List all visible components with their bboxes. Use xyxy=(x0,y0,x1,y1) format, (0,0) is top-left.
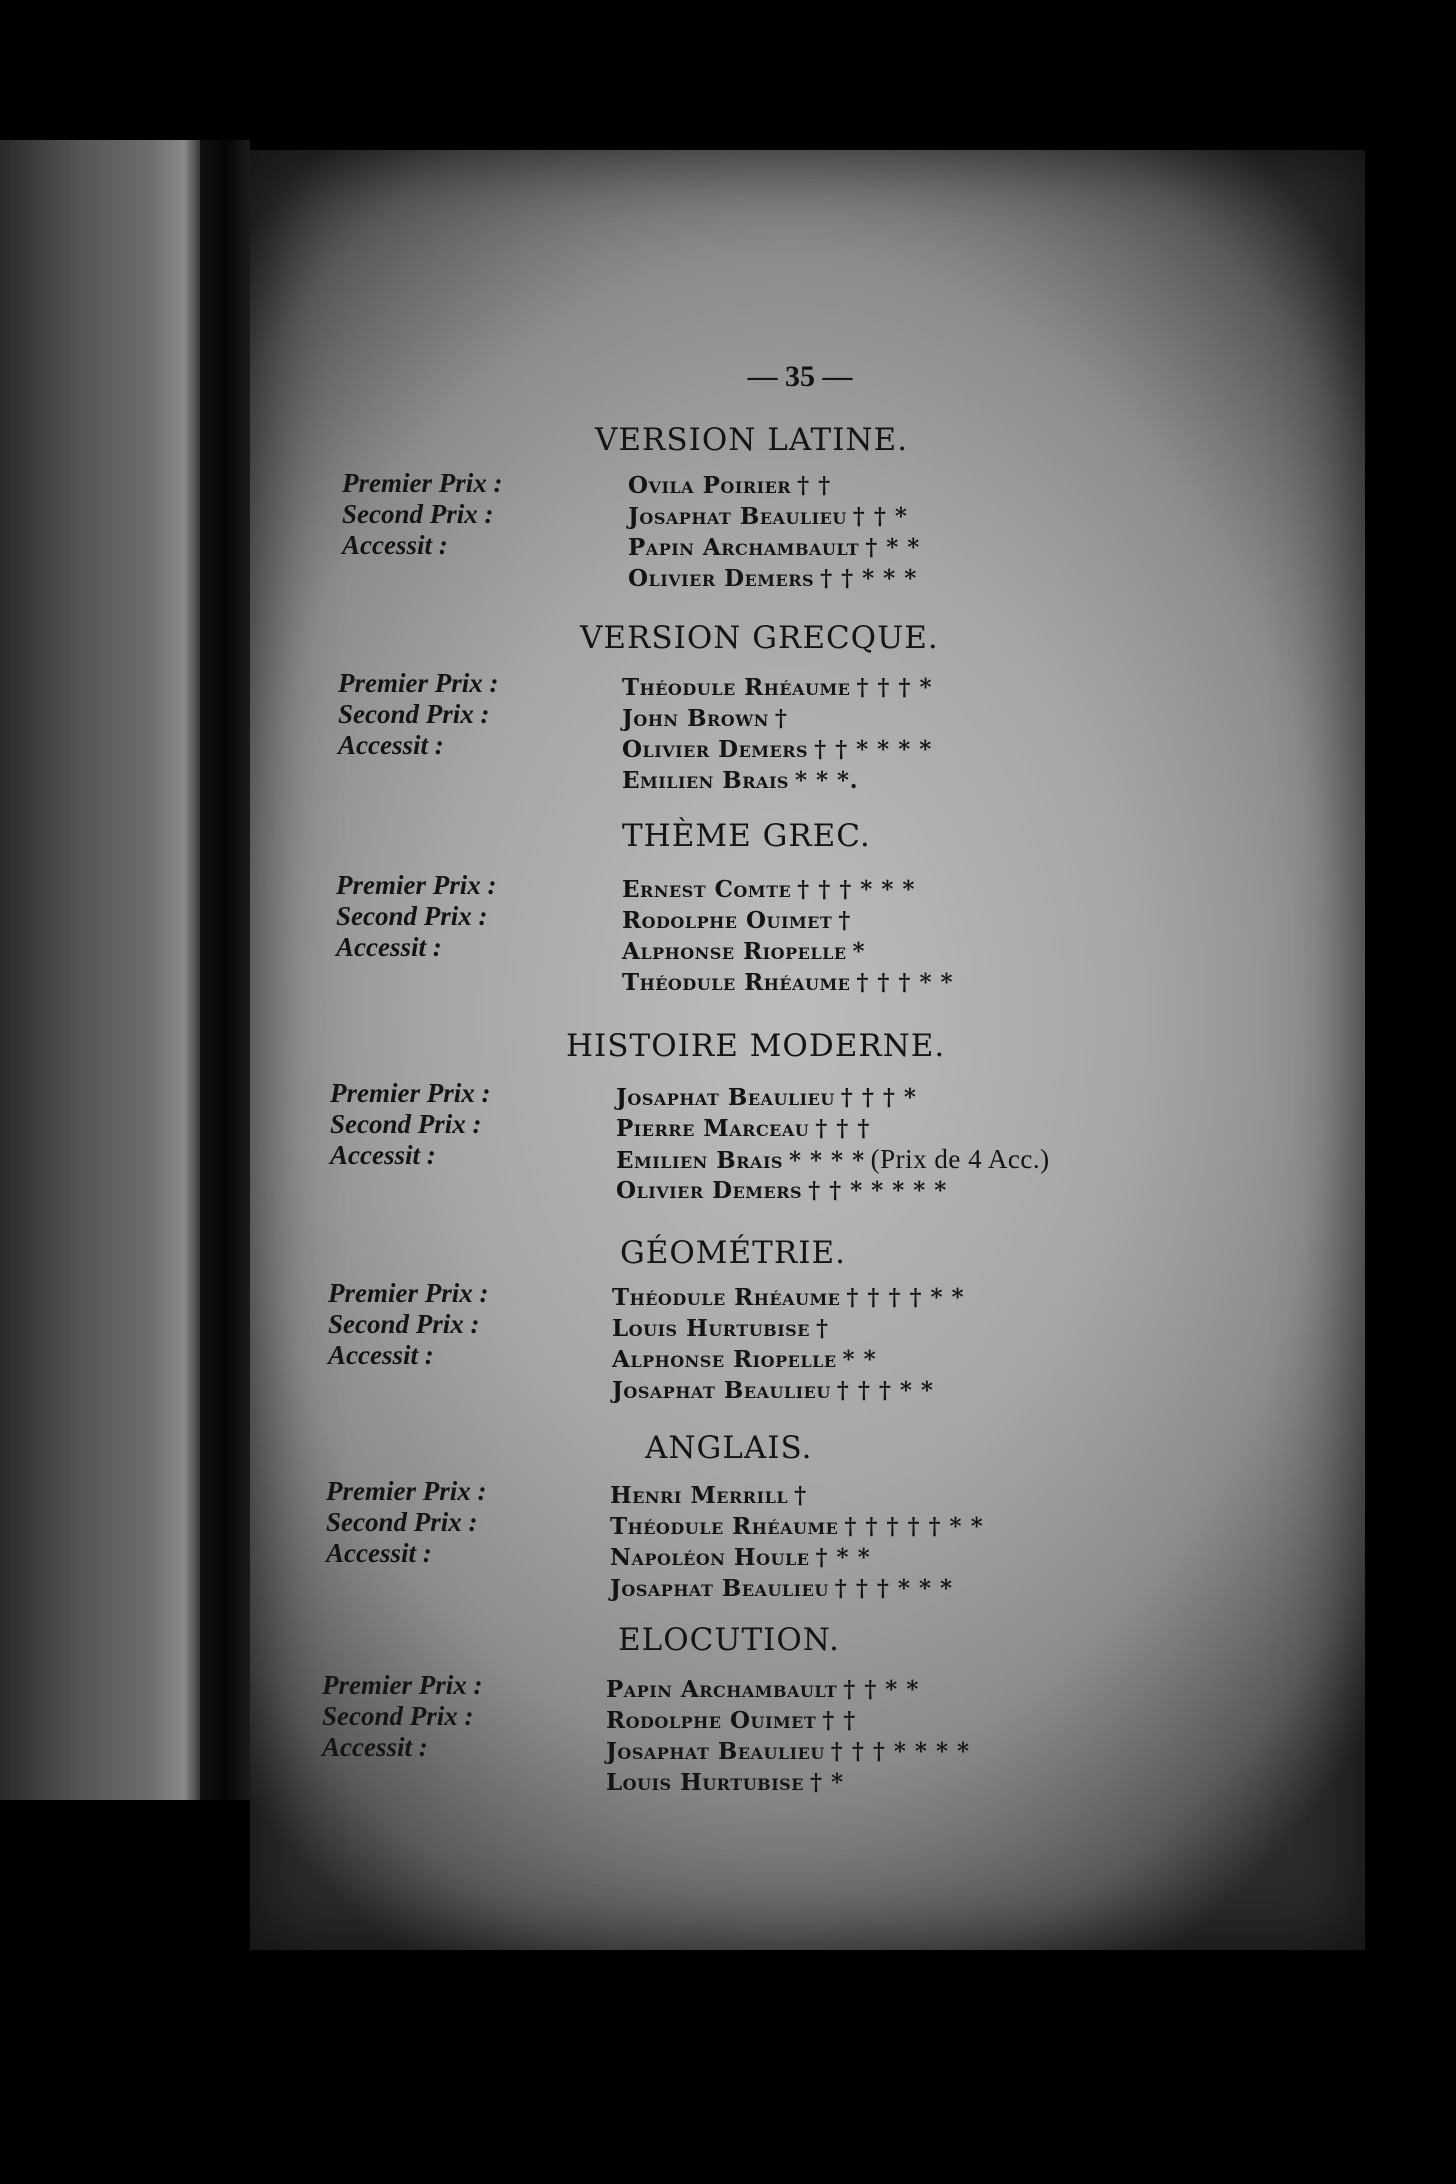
list-item: Napoléon Houle † * * xyxy=(610,1544,871,1571)
prize-labels xyxy=(336,870,496,963)
label-first-prize: Premier Prix : xyxy=(322,1670,483,1700)
section-title: GÉOMÉTRIE. xyxy=(620,1235,846,1271)
prize-labels xyxy=(338,668,498,761)
section-title: VERSION GRECQUE. xyxy=(580,620,939,656)
entry-list xyxy=(622,874,953,998)
list-item: Théodule Rhéaume † † † * * xyxy=(622,969,954,996)
list-item: Emilien Brais * * * * (Prix de 4 Acc.) xyxy=(616,1144,1050,1174)
list-item: Olivier Demers † † * * * * * xyxy=(616,1177,947,1204)
list-item: Théodule Rhéaume † † † † † * * xyxy=(610,1513,984,1540)
label-accessit: Accessit : xyxy=(322,1732,428,1762)
label-first-prize: Premier Prix : xyxy=(330,1078,491,1108)
entry-list xyxy=(616,1082,1050,1206)
label-accessit: Accessit : xyxy=(328,1340,434,1370)
prize-note: (Prix de 4 Acc.) xyxy=(870,1144,1050,1174)
label-first-prize: Premier Prix : xyxy=(338,668,499,698)
section-title: ANGLAIS. xyxy=(645,1430,813,1466)
list-item: Josaphat Beaulieu † † * xyxy=(628,503,908,530)
prize-labels xyxy=(342,468,502,561)
entry-list xyxy=(612,1282,964,1406)
label-first-prize: Premier Prix : xyxy=(328,1278,489,1308)
entry-list xyxy=(622,672,932,796)
label-accessit: Accessit : xyxy=(330,1140,436,1170)
label-second-prize: Second Prix : xyxy=(330,1109,482,1139)
label-first-prize: Premier Prix : xyxy=(326,1476,487,1506)
label-second-prize: Second Prix : xyxy=(338,699,490,729)
list-item: Papin Archambault † * * xyxy=(628,534,920,561)
list-item: Théodule Rhéaume † † † * xyxy=(622,674,932,701)
label-second-prize: Second Prix : xyxy=(328,1309,480,1339)
section-title: THÈME GREC. xyxy=(622,818,871,854)
prize-labels xyxy=(330,1078,490,1171)
prize-labels xyxy=(326,1476,486,1569)
left-page-edge xyxy=(0,140,200,1800)
list-item: John Brown † xyxy=(622,705,788,732)
book-gutter xyxy=(200,140,250,1800)
list-item: Josaphat Beaulieu † † † * xyxy=(616,1084,917,1111)
list-item: Papin Archambault † † * * xyxy=(606,1676,919,1703)
list-item: Josaphat Beaulieu † † † * * xyxy=(612,1377,934,1404)
list-item: Alphonse Riopelle * * xyxy=(612,1346,877,1373)
label-first-prize: Premier Prix : xyxy=(336,870,497,900)
list-item: Josaphat Beaulieu † † † * * * * xyxy=(606,1738,970,1765)
list-item: Josaphat Beaulieu † † † * * * xyxy=(610,1575,953,1602)
prize-labels xyxy=(322,1670,482,1763)
list-item: Olivier Demers † † * * * * xyxy=(622,736,932,763)
label-accessit: Accessit : xyxy=(336,932,442,962)
list-item: Louis Hurtubise † xyxy=(612,1315,829,1342)
label-second-prize: Second Prix : xyxy=(322,1701,474,1731)
prize-labels xyxy=(328,1278,488,1371)
entry-list xyxy=(610,1480,983,1604)
section-title: ELOCUTION. xyxy=(618,1622,840,1658)
list-item: Louis Hurtubise † * xyxy=(606,1769,844,1796)
list-item: Rodolphe Ouimet † xyxy=(622,907,851,934)
label-second-prize: Second Prix : xyxy=(342,499,494,529)
label-accessit: Accessit : xyxy=(326,1538,432,1568)
list-item: Alphonse Riopelle * xyxy=(622,938,866,965)
list-item: Théodule Rhéaume † † † † * * xyxy=(612,1284,965,1311)
section-title: VERSION LATINE. xyxy=(595,422,909,458)
label-second-prize: Second Prix : xyxy=(326,1507,478,1537)
entry-list xyxy=(628,470,920,594)
section-title: HISTOIRE MODERNE. xyxy=(566,1028,946,1064)
list-item: Emilien Brais * * *. xyxy=(622,767,859,794)
list-item: Olivier Demers † † * * * xyxy=(628,565,917,592)
label-accessit: Accessit : xyxy=(338,730,444,760)
entry-list xyxy=(606,1674,970,1798)
list-item: Henri Merrill † xyxy=(610,1482,807,1509)
document-page xyxy=(250,150,1365,1950)
page-number: — 35 — xyxy=(747,360,853,393)
list-item: Ovila Poirier † † xyxy=(628,472,831,499)
label-second-prize: Second Prix : xyxy=(336,901,488,931)
list-item: Rodolphe Ouimet † † xyxy=(606,1707,856,1734)
list-item: Pierre Marceau † † † xyxy=(616,1115,870,1142)
label-first-prize: Premier Prix : xyxy=(342,468,503,498)
list-item: Ernest Comte † † † * * * xyxy=(622,876,915,903)
label-accessit: Accessit : xyxy=(342,530,448,560)
